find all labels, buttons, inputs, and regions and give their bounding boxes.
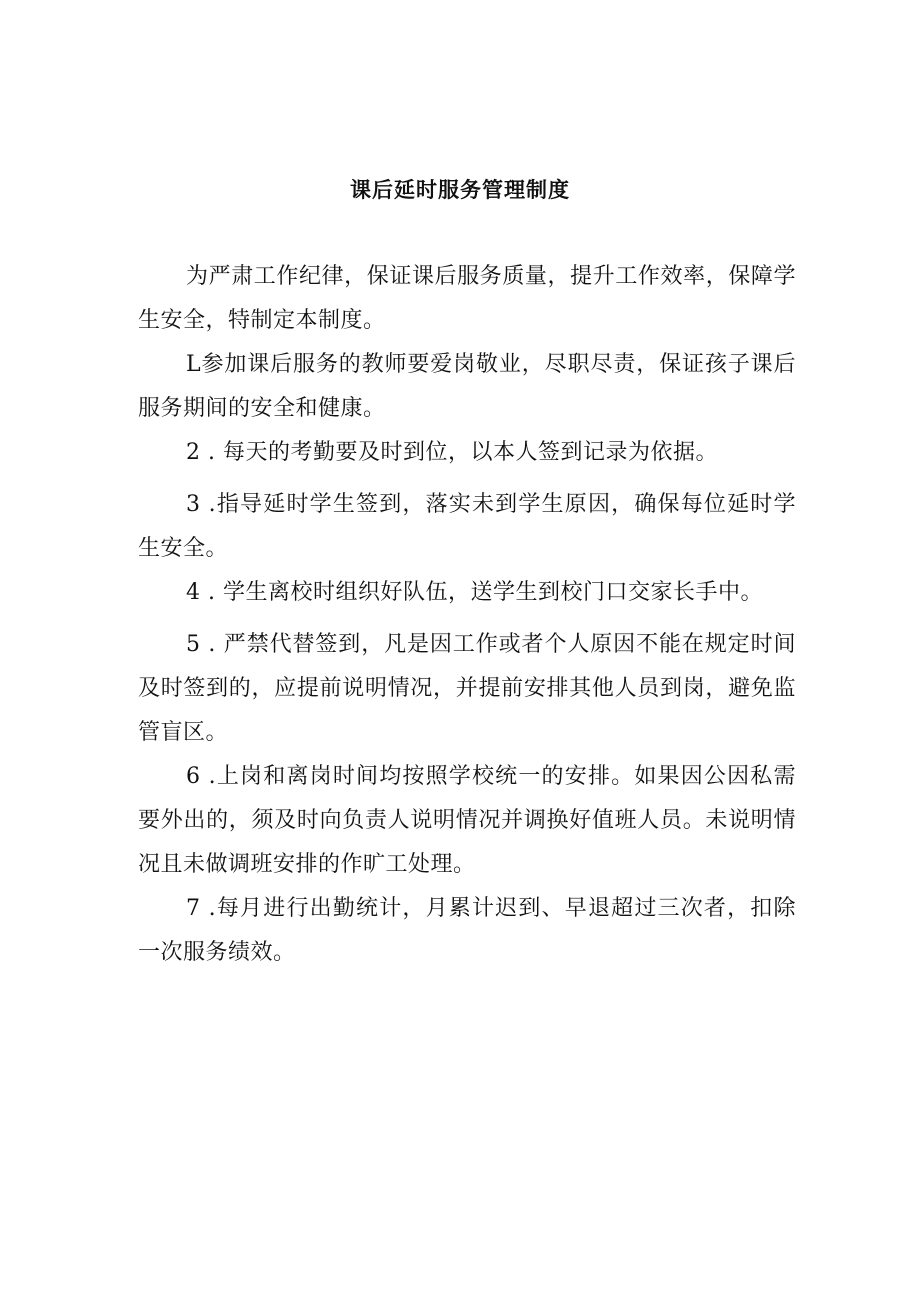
intro-paragraph: 为严肃工作纪律，保证课后服务质量，提升工作效率，保障学生安全，特制定本制度。 (138, 264, 796, 333)
rule-2-paragraph: 2 . 每天的考勤要及时到位，以本人签到记录为依据。 (186, 440, 718, 465)
rule-4-paragraph: 4 . 学生离校时组织好队伍，送学生到校门口交家长手中。 (186, 580, 763, 605)
rule-6-paragraph: 6 .上岗和离岗时间均按照学校统一的安排。如果因公因私需要外出的，须及时向负责人说明情况并调换好值班人员。未说明情况且未做调班安排的作旷工处理。 (138, 764, 796, 877)
rule-7-paragraph: 7 .每月进行出勤统计，月累计迟到、早退超过三次者，扣除一次服务绩效。 (138, 896, 796, 965)
rule-3-paragraph: 3 .指导延时学生签到，落实未到学生原因，确保每位延时学生安全。 (138, 492, 796, 561)
rule-1-paragraph: L参加课后服务的教师要爱岗敬业，尽职尽责，保证孩子课后服务期间的安全和健康。 (138, 352, 796, 421)
document-body (138, 255, 796, 975)
document-title: 课后延时服务管理制度 (350, 177, 570, 202)
rule-5-paragraph: 5 . 严禁代替签到，凡是因工作或者个人原因不能在规定时间及时签到的，应提前说明情况，并提前安排其他人员到岗，避免监管盲区。 (138, 632, 796, 745)
